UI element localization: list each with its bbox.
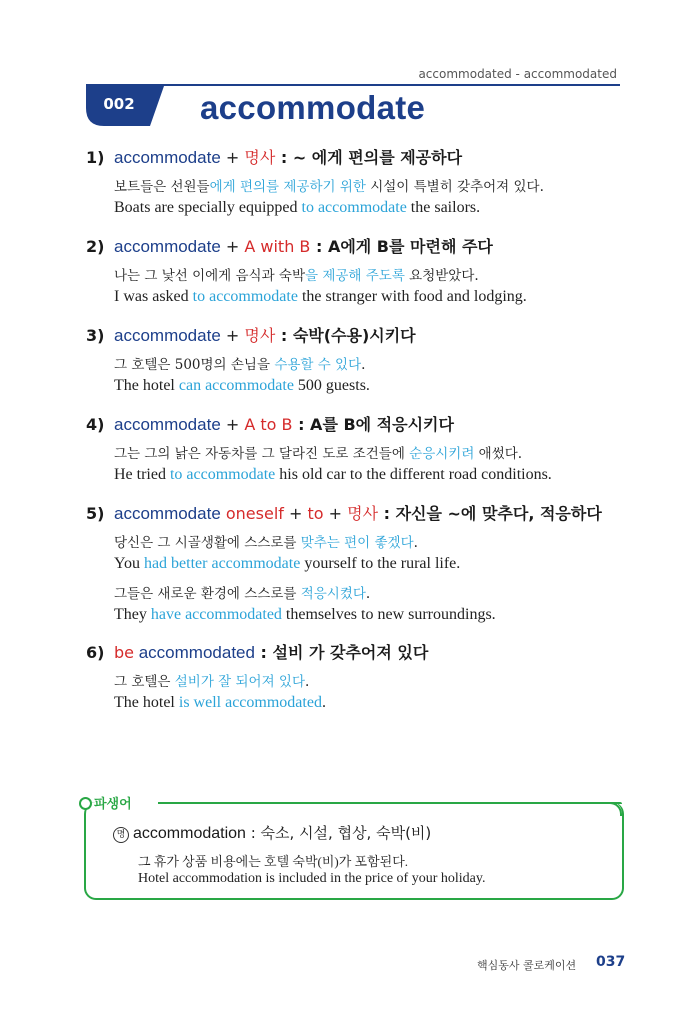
entry-number: 002 [103, 95, 135, 113]
example-korean [114, 355, 416, 375]
sense-pattern-part: + [220, 415, 245, 434]
example-text: 그들은 새로운 환경에 스스로를 [114, 586, 301, 602]
highlighted-phrase: to accommodate [301, 199, 407, 216]
sense-number: 2) [86, 237, 105, 256]
sense-pattern-part: accommodate [114, 504, 221, 523]
highlighted-phrase: 에게 편의를 제공하기 위한 [209, 179, 366, 195]
sense-heading [86, 326, 416, 346]
example-text: I was asked [114, 288, 193, 305]
highlighted-phrase: to accommodate [169, 466, 276, 483]
example-pair [114, 355, 416, 397]
example-text: 그 호텔은 [114, 674, 175, 690]
footer-book-title: 핵심동사 콜로케이션 [477, 959, 577, 972]
example-text: 시설이 특별히 갖추어져 있다. [365, 179, 544, 195]
highlighted-phrase: have accommodated [150, 606, 282, 623]
sense-block [86, 643, 428, 714]
sense-heading [86, 148, 544, 168]
example-text: You [114, 555, 144, 572]
highlighted-phrase: 순응시키려 [409, 446, 475, 462]
sense-pattern-part: + [220, 326, 245, 345]
derivative-gloss: : 숙소, 시설, 협상, 숙박(비) [245, 824, 432, 842]
sense-pattern-part: 명사 [244, 326, 276, 345]
sense-pattern-part: : A에게 B를 마련해 주다 [310, 237, 493, 256]
example-text: the sailors. [406, 199, 481, 216]
highlighted-phrase: 설비가 잘 되어져 있다 [174, 674, 305, 690]
example-text: He tried [114, 466, 170, 483]
example-korean [114, 584, 602, 604]
running-head: accommodated - accommodated [418, 67, 617, 81]
example-english [114, 464, 552, 486]
highlighted-phrase: 적응시켰다 [300, 586, 366, 602]
sense-pattern-part: : ~ 에게 편의를 제공하다 [275, 148, 463, 167]
example-english [114, 375, 416, 397]
example-text: 500 guests. [293, 377, 370, 394]
example-pair [114, 266, 527, 308]
sense-number: 4) [86, 415, 105, 434]
sense-pattern-part: A to B [244, 415, 293, 434]
sense-pattern-part: accommodated [134, 643, 255, 662]
sense-pattern-part: be [114, 643, 134, 662]
example-text: 애썼다. [474, 446, 523, 462]
sense-pattern-part: + [283, 504, 308, 523]
sense-number: 3) [86, 326, 105, 345]
example-pair [114, 177, 544, 219]
sense-pattern-part: : 숙박(수용)시키다 [275, 326, 416, 345]
example-text: The hotel [114, 377, 179, 394]
example-text: . [413, 535, 418, 551]
header-rule [86, 84, 620, 86]
highlighted-phrase: 을 제공해 주도록 [305, 268, 405, 284]
example-text: 요청받았다. [404, 268, 479, 284]
example-pair [114, 533, 602, 575]
sense-pattern-part: : A를 B에 적응시키다 [292, 415, 454, 434]
highlighted-phrase: to accommodate [192, 288, 298, 305]
derivative-bullet-icon [79, 797, 92, 810]
example-english [114, 692, 428, 714]
example-text: the stranger with food and lodging. [297, 288, 527, 305]
example-text: 나는 그 낯선 이에게 음식과 숙박 [114, 268, 305, 284]
sense-pattern-part: + [220, 148, 245, 167]
highlighted-phrase: 맞추는 편이 좋겠다 [300, 535, 414, 551]
example-text: . [361, 357, 366, 373]
sense-pattern-part: accommodate [114, 326, 221, 345]
sense-pattern-part: oneself [220, 504, 284, 523]
derivative-word: accommodation [133, 825, 246, 842]
derivative-label: 파생어 [94, 797, 132, 812]
sense-pattern-part: accommodate [114, 415, 221, 434]
sense-pattern-part: 명사 [347, 504, 379, 523]
sense-pattern-part: + [323, 504, 348, 523]
sense-pattern-part: : 자신을 ~에 맞추다, 적응하다 [378, 504, 602, 523]
example-text: 당신은 그 시골생활에 스스로를 [114, 535, 301, 551]
sense-heading [86, 504, 602, 524]
sense-heading [86, 237, 527, 257]
derivative-example [138, 853, 485, 887]
sense-pattern-part: accommodate [114, 237, 221, 256]
derivative-example-english: Hotel accommodation is included in the price of your holiday. [138, 871, 486, 886]
sense-number: 5) [86, 504, 105, 523]
sense-heading [86, 415, 552, 435]
highlighted-phrase: 수용할 수 있다 [274, 357, 362, 373]
highlighted-phrase: is well accommodated [178, 694, 322, 711]
derivative-word-line [113, 822, 431, 843]
example-korean [114, 533, 602, 553]
sense-pattern-part: + [220, 237, 245, 256]
sense-number: 1) [86, 148, 105, 167]
example-text: his old car to the different road conditions. [275, 466, 552, 483]
sense-block [86, 504, 602, 626]
example-english [114, 604, 602, 626]
sense-block [86, 148, 544, 219]
example-english [114, 197, 544, 219]
example-korean [114, 266, 527, 286]
sense-pattern-part: 명사 [244, 148, 276, 167]
headword: accommodate [200, 89, 426, 126]
example-text: . [305, 674, 310, 690]
example-text: 그 호텔은 500명의 손님을 [114, 357, 275, 373]
example-korean [114, 177, 544, 197]
sense-pattern-part: : 설비 가 갖추어져 있다 [254, 643, 429, 662]
sense-heading [86, 643, 428, 663]
sense-pattern-part: to [307, 504, 324, 523]
example-text: themselves to new surroundings. [281, 606, 496, 623]
entry-number-tab [86, 86, 164, 126]
example-text: 그는 그의 낡은 자동차를 그 달라진 도로 조건들에 [114, 446, 410, 462]
example-text: . [321, 694, 326, 711]
example-text: yourself to the rural life. [300, 555, 461, 572]
example-text: They [114, 606, 151, 623]
example-english [114, 553, 602, 575]
sense-block [86, 415, 552, 486]
sense-number: 6) [86, 643, 105, 662]
example-pair [114, 584, 602, 626]
example-pair [114, 672, 428, 714]
sense-block [86, 237, 527, 308]
example-korean [114, 672, 428, 692]
highlighted-phrase: can accommodate [178, 377, 294, 394]
derivative-box-top-rule [158, 802, 622, 804]
derivative-example-korean: 그 휴가 상품 비용에는 호텔 숙박(비)가 포함된다. [138, 854, 409, 869]
example-text: 보트들은 선원들 [114, 179, 210, 195]
example-english [114, 286, 527, 308]
example-pair [114, 444, 552, 486]
example-text: The hotel [114, 694, 179, 711]
sense-block [86, 326, 416, 397]
sense-pattern-part: A with B [244, 237, 311, 256]
example-text: Boats are specially equipped [114, 199, 302, 216]
sense-pattern-part: accommodate [114, 148, 221, 167]
example-korean [114, 444, 552, 464]
page-number: 037 [596, 954, 626, 970]
noun-badge-icon: 명 [113, 827, 129, 843]
example-text: . [365, 586, 371, 602]
highlighted-phrase: had better accommodate [143, 555, 301, 572]
